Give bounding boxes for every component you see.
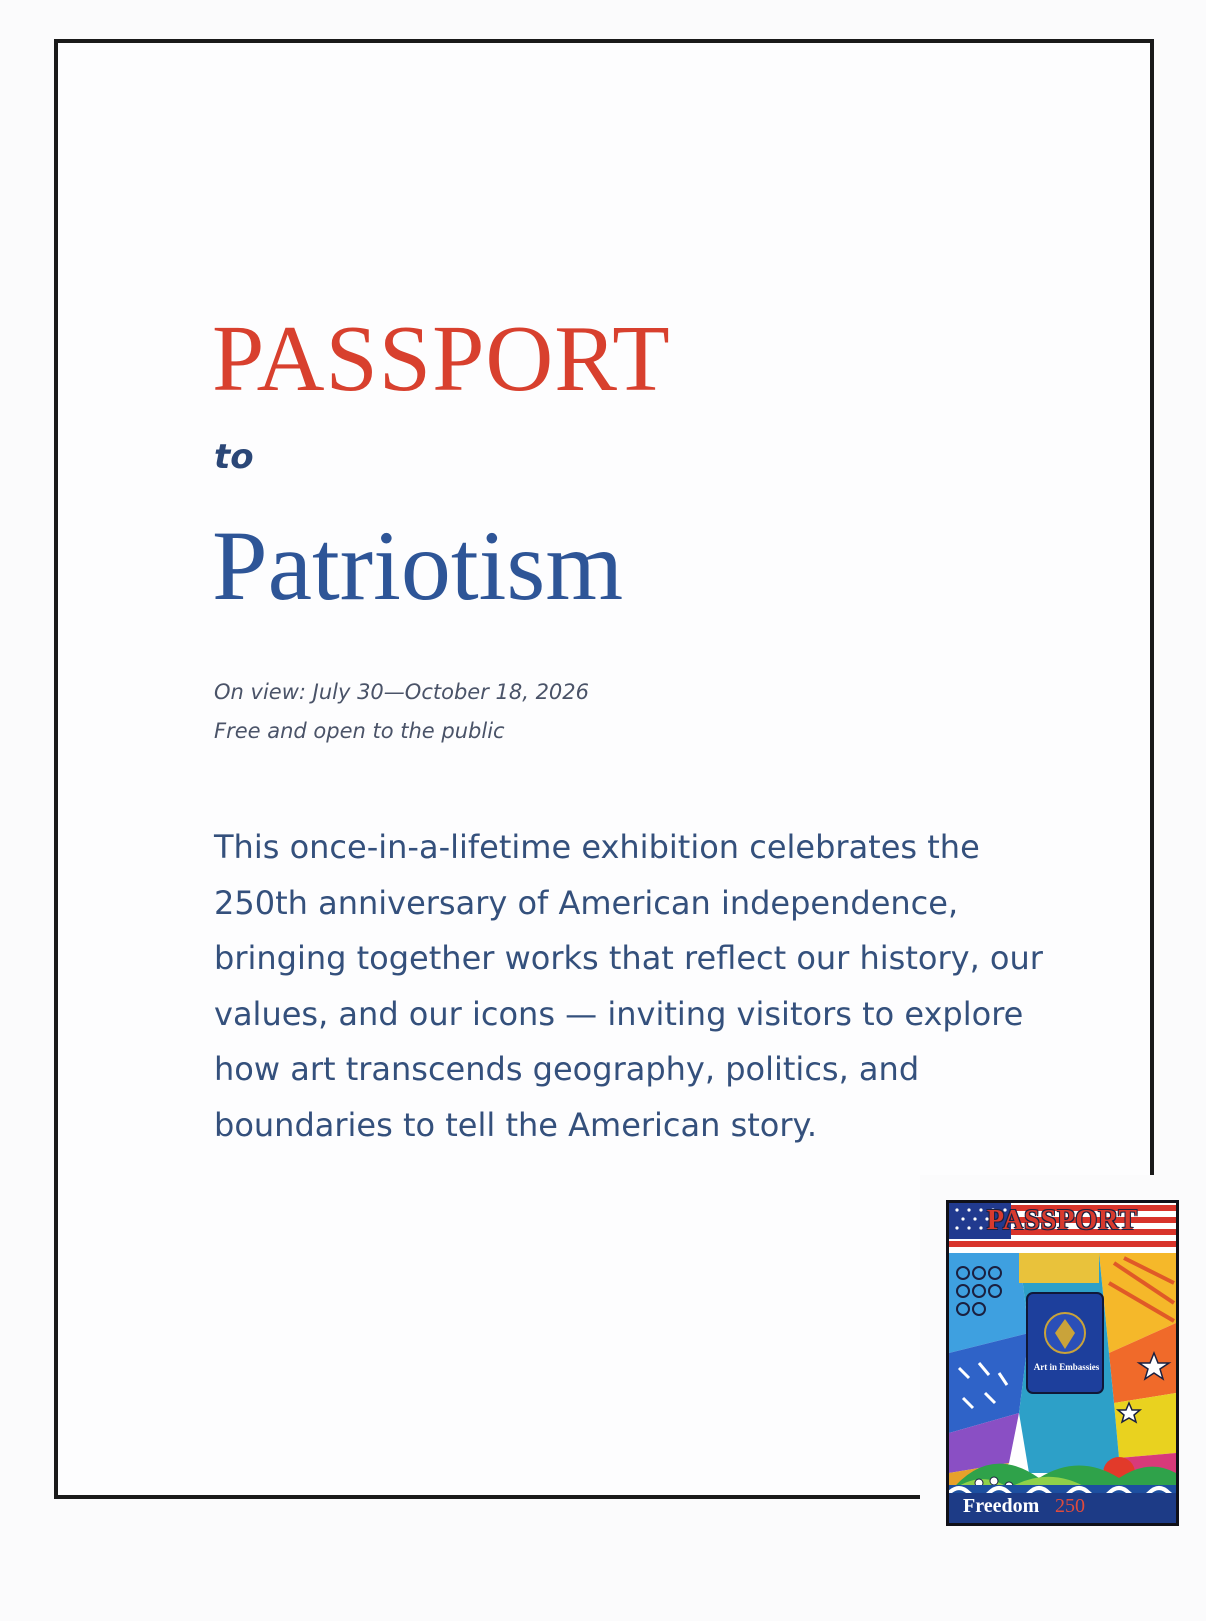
- description-line: bringing together works that reflect our history, our: [214, 939, 1043, 977]
- exhibition-admission: Free and open to the public: [214, 719, 505, 743]
- description-line: 250th anniversary of American independence,: [214, 883, 959, 922]
- exhibition-dates: On view: July 30—October 18, 2026: [214, 680, 590, 704]
- exhibition-description: [214, 820, 1114, 1153]
- poster-brand-text: PASSPORT: [986, 1205, 1139, 1236]
- poster-thumbnail: [946, 1200, 1179, 1526]
- poster-caption-number: 250: [1055, 1495, 1085, 1517]
- poster-passport-label: Art in Embassies: [1033, 1362, 1100, 1372]
- description-line: This once-in-a-lifetime exhibition celebrates the: [214, 828, 980, 866]
- title-connector: to: [214, 437, 254, 477]
- title-passport: PASSPORT: [212, 307, 671, 411]
- title-patriotism: Patriotism: [212, 510, 624, 621]
- poster-caption-word: Freedom: [963, 1495, 1040, 1517]
- description-line: boundaries to tell the American story.: [214, 1105, 818, 1144]
- description-line: values, and our icons — inviting visitors to explore: [214, 994, 1024, 1033]
- exhibition-meta: [214, 673, 589, 751]
- description-line: how art transcends geography, politics, and: [214, 1050, 920, 1088]
- poster-caption: [949, 1493, 1176, 1523]
